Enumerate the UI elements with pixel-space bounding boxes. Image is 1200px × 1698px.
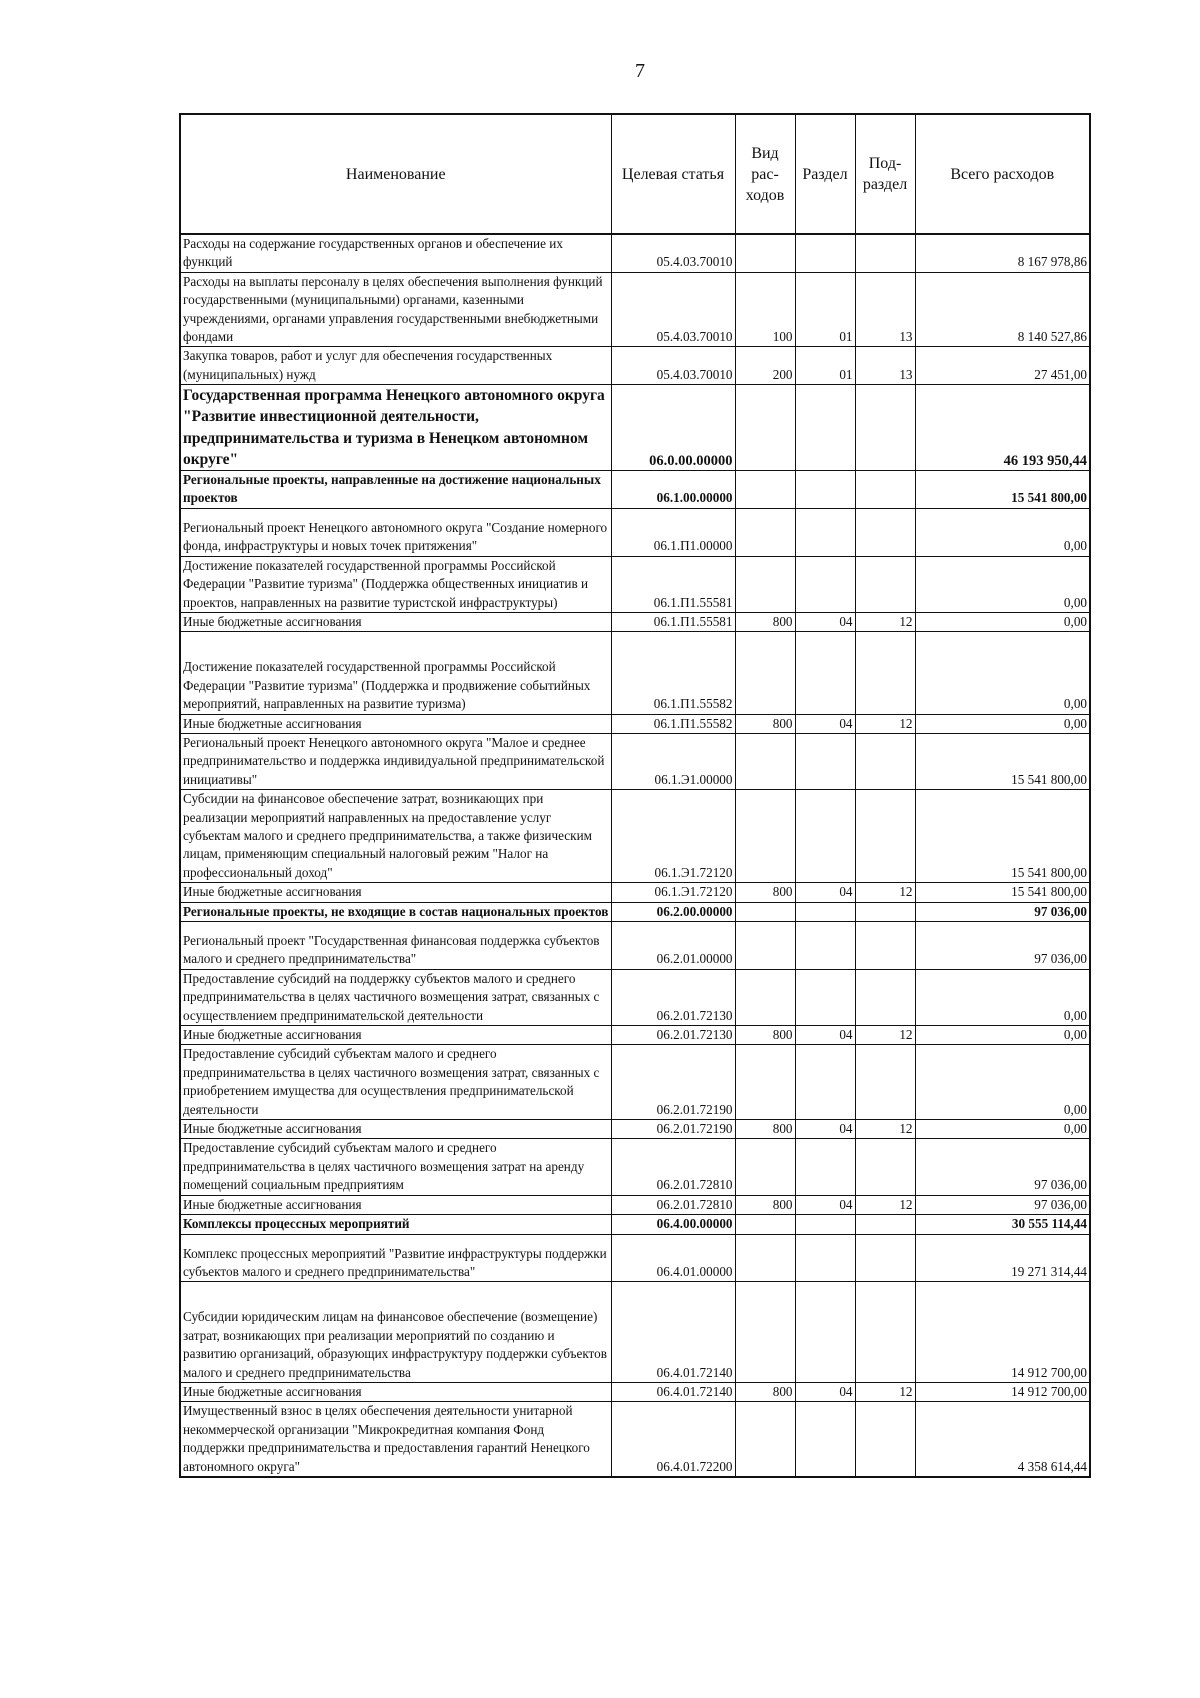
cell-name: Субсидии на финансовое обеспечение затрат, возникающих при реализации мероприятий направленных на предоставление услуг субъектам малого и среднего предпринимательства, а также физическим лицам, применяющим специальный налоговый режим "Налог на профессиональный доход"	[180, 790, 611, 883]
table-row	[180, 790, 1090, 883]
cell-kind: 800	[735, 1195, 795, 1214]
cell-kind	[735, 508, 795, 556]
table-header-row	[180, 114, 1090, 234]
table-row	[180, 1139, 1090, 1195]
cell-target: 06.4.01.72200	[611, 1402, 735, 1477]
cell-kind: 800	[735, 883, 795, 902]
cell-target: 06.1.00.00000	[611, 471, 735, 509]
table-row	[180, 556, 1090, 612]
cell-subsection	[855, 1139, 915, 1195]
cell-section	[795, 234, 855, 272]
page-number: 7	[635, 60, 645, 82]
cell-subsection: 12	[855, 612, 915, 631]
cell-section: 04	[795, 612, 855, 631]
cell-subsection	[855, 733, 915, 789]
cell-name: Иные бюджетные ассигнования	[180, 714, 611, 733]
cell-target: 05.4.03.70010	[611, 347, 735, 385]
cell-section	[795, 1045, 855, 1120]
table-row	[180, 714, 1090, 733]
cell-name: Региональные проекты, направленные на достижение национальных проектов	[180, 471, 611, 509]
cell-target: 05.4.03.70010	[611, 272, 735, 347]
cell-name: Имущественный взнос в целях обеспечения деятельности унитарной некоммерческой организации "Микрокредитная компания Фонд поддержки предпринимательства и предоставления гарантий Ненецкого автономного округа"	[180, 1402, 611, 1477]
cell-name: Достижение показателей государственной программы Российской Федерации "Развитие туризма" (Поддержка и продвижение событийных мероприятий, направленных на развитие туризма)	[180, 632, 611, 714]
table-row	[180, 883, 1090, 902]
cell-section: 01	[795, 272, 855, 347]
header-kind: Вид рас-ходов	[735, 114, 795, 234]
cell-target: 06.4.00.00000	[611, 1215, 735, 1234]
cell-subsection	[855, 1282, 915, 1383]
cell-target: 06.2.01.72190	[611, 1120, 735, 1139]
cell-section	[795, 790, 855, 883]
table-row	[180, 1234, 1090, 1282]
cell-kind: 800	[735, 612, 795, 631]
cell-target: 06.0.00.00000	[611, 385, 735, 471]
cell-total: 14 912 700,00	[915, 1382, 1090, 1401]
cell-section: 04	[795, 1120, 855, 1139]
cell-target: 06.2.01.72130	[611, 1026, 735, 1045]
cell-name: Иные бюджетные ассигнования	[180, 612, 611, 631]
header-total: Всего расходов	[915, 114, 1090, 234]
table-row	[180, 902, 1090, 921]
header-section: Раздел	[795, 114, 855, 234]
cell-section	[795, 556, 855, 612]
cell-total: 8 140 527,86	[915, 272, 1090, 347]
cell-name: Предоставление субсидий на поддержку субъектов малого и среднего предпринимательства в целях частичного возмещения затрат, связанных с осуществлением предпринимательской деятельности	[180, 969, 611, 1025]
table-row	[180, 1195, 1090, 1214]
table-row	[180, 234, 1090, 272]
cell-kind	[735, 1402, 795, 1477]
cell-section	[795, 1139, 855, 1195]
cell-kind: 800	[735, 714, 795, 733]
cell-subsection	[855, 969, 915, 1025]
cell-total: 0,00	[915, 556, 1090, 612]
cell-subsection: 13	[855, 272, 915, 347]
cell-kind	[735, 1215, 795, 1234]
cell-subsection: 12	[855, 714, 915, 733]
cell-subsection: 12	[855, 883, 915, 902]
cell-section	[795, 385, 855, 471]
cell-subsection	[855, 508, 915, 556]
cell-name: Закупка товаров, работ и услуг для обеспечения государственных (муниципальных) нужд	[180, 347, 611, 385]
cell-kind	[735, 1045, 795, 1120]
cell-section: 04	[795, 883, 855, 902]
header-subsection: Под-раздел	[855, 114, 915, 234]
table-row	[180, 1402, 1090, 1477]
table-row	[180, 471, 1090, 509]
cell-kind	[735, 385, 795, 471]
cell-kind: 100	[735, 272, 795, 347]
table-row	[180, 733, 1090, 789]
cell-target: 06.2.01.72810	[611, 1195, 735, 1214]
table-row	[180, 969, 1090, 1025]
cell-section: 01	[795, 347, 855, 385]
table-row	[180, 347, 1090, 385]
cell-target: 06.1.П1.55582	[611, 714, 735, 733]
cell-subsection	[855, 385, 915, 471]
cell-section	[795, 508, 855, 556]
table-row	[180, 385, 1090, 471]
cell-kind	[735, 902, 795, 921]
cell-subsection	[855, 234, 915, 272]
cell-total: 15 541 800,00	[915, 883, 1090, 902]
cell-subsection	[855, 1215, 915, 1234]
cell-total: 97 036,00	[915, 1195, 1090, 1214]
cell-name: Расходы на выплаты персоналу в целях обеспечения выполнения функций государственными (муниципальными) органами, казенными учреждениями, органами управления государственными внебюджетными фондами	[180, 272, 611, 347]
cell-subsection	[855, 1234, 915, 1282]
cell-section	[795, 1402, 855, 1477]
cell-subsection	[855, 632, 915, 714]
cell-name: Региональные проекты, не входящие в состав национальных проектов	[180, 902, 611, 921]
cell-subsection: 12	[855, 1382, 915, 1401]
budget-table	[179, 113, 1091, 1478]
cell-name: Иные бюджетные ассигнования	[180, 1120, 611, 1139]
cell-total: 8 167 978,86	[915, 234, 1090, 272]
table-row	[180, 1215, 1090, 1234]
cell-kind: 200	[735, 347, 795, 385]
table-row	[180, 1045, 1090, 1120]
cell-total: 0,00	[915, 714, 1090, 733]
cell-subsection: 12	[855, 1120, 915, 1139]
cell-total: 0,00	[915, 612, 1090, 631]
cell-total: 30 555 114,44	[915, 1215, 1090, 1234]
cell-subsection: 12	[855, 1026, 915, 1045]
cell-total: 19 271 314,44	[915, 1234, 1090, 1282]
cell-kind	[735, 234, 795, 272]
cell-kind	[735, 790, 795, 883]
cell-target: 06.1.П1.00000	[611, 508, 735, 556]
cell-total: 15 541 800,00	[915, 471, 1090, 509]
cell-total: 15 541 800,00	[915, 790, 1090, 883]
cell-subsection	[855, 790, 915, 883]
cell-subsection	[855, 1045, 915, 1120]
cell-kind	[735, 733, 795, 789]
cell-subsection	[855, 1402, 915, 1477]
cell-total: 0,00	[915, 1120, 1090, 1139]
cell-total: 15 541 800,00	[915, 733, 1090, 789]
cell-section: 04	[795, 1026, 855, 1045]
cell-target: 06.1.П1.55582	[611, 632, 735, 714]
cell-target: 06.1.П1.55581	[611, 612, 735, 631]
cell-section	[795, 1234, 855, 1282]
cell-target: 06.2.00.00000	[611, 902, 735, 921]
cell-kind	[735, 556, 795, 612]
cell-total: 4 358 614,44	[915, 1402, 1090, 1477]
cell-subsection: 13	[855, 347, 915, 385]
cell-target: 06.1.Э1.00000	[611, 733, 735, 789]
cell-section	[795, 471, 855, 509]
cell-kind	[735, 1282, 795, 1383]
cell-name: Предоставление субсидий субъектам малого и среднего предпринимательства в целях частичного возмещения затрат на аренду помещений социальным предприятиям	[180, 1139, 611, 1195]
table-row	[180, 1120, 1090, 1139]
table-row	[180, 1282, 1090, 1383]
table-row	[180, 1382, 1090, 1401]
cell-target: 06.4.01.00000	[611, 1234, 735, 1282]
cell-kind	[735, 1139, 795, 1195]
cell-target: 06.4.01.72140	[611, 1382, 735, 1401]
cell-target: 06.1.Э1.72120	[611, 790, 735, 883]
cell-section	[795, 902, 855, 921]
cell-name: Региональный проект Ненецкого автономного округа "Создание номерного фонда, инфраструктуры и новых точек притяжения"	[180, 508, 611, 556]
cell-name: Расходы на содержание государственных органов и обеспечение их функций	[180, 234, 611, 272]
cell-total: 97 036,00	[915, 922, 1090, 970]
cell-section: 04	[795, 1382, 855, 1401]
cell-total: 97 036,00	[915, 902, 1090, 921]
table-row	[180, 1026, 1090, 1045]
header-target: Целевая статья	[611, 114, 735, 234]
table-row	[180, 272, 1090, 347]
cell-section: 04	[795, 714, 855, 733]
table-row	[180, 508, 1090, 556]
cell-subsection: 12	[855, 1195, 915, 1214]
cell-section	[795, 733, 855, 789]
cell-name: Комплексы процессных мероприятий	[180, 1215, 611, 1234]
cell-section	[795, 1282, 855, 1383]
cell-name: Иные бюджетные ассигнования	[180, 1382, 611, 1401]
table-row	[180, 922, 1090, 970]
table-row	[180, 612, 1090, 631]
cell-section	[795, 632, 855, 714]
cell-name: Региональный проект "Государственная финансовая поддержка субъектов малого и среднего предпринимательства"	[180, 922, 611, 970]
cell-section	[795, 969, 855, 1025]
cell-section: 04	[795, 1195, 855, 1214]
cell-name: Государственная программа Ненецкого автономного округа "Развитие инвестиционной деятельности, предпринимательства и туризма в Ненецком автономном округе"	[180, 385, 611, 471]
cell-total: 0,00	[915, 969, 1090, 1025]
cell-total: 46 193 950,44	[915, 385, 1090, 471]
cell-total: 0,00	[915, 1045, 1090, 1120]
cell-total: 97 036,00	[915, 1139, 1090, 1195]
cell-section	[795, 1215, 855, 1234]
cell-total: 14 912 700,00	[915, 1282, 1090, 1383]
cell-kind: 800	[735, 1026, 795, 1045]
cell-section	[795, 922, 855, 970]
cell-kind	[735, 969, 795, 1025]
cell-kind: 800	[735, 1120, 795, 1139]
cell-name: Предоставление субсидий субъектам малого и среднего предпринимательства в целях частичного возмещения затрат, связанных с приобретением имущества для осуществления предпринимательской деятельности	[180, 1045, 611, 1120]
cell-name: Иные бюджетные ассигнования	[180, 883, 611, 902]
cell-name: Комплекс процессных мероприятий "Развитие инфраструктуры поддержки субъектов малого и среднего предпринимательства"	[180, 1234, 611, 1282]
cell-total: 0,00	[915, 632, 1090, 714]
header-name: Наименование	[180, 114, 611, 234]
cell-subsection	[855, 471, 915, 509]
cell-total: 0,00	[915, 1026, 1090, 1045]
cell-total: 27 451,00	[915, 347, 1090, 385]
cell-name: Иные бюджетные ассигнования	[180, 1195, 611, 1214]
cell-subsection	[855, 922, 915, 970]
cell-name: Субсидии юридическим лицам на финансовое обеспечение (возмещение) затрат, возникающих при реализации мероприятий по созданию и развитию организаций, образующих инфраструктуру поддержки субъектов малого и среднего предпринимательства	[180, 1282, 611, 1383]
cell-name: Достижение показателей государственной программы Российской Федерации "Развитие туризма" (Поддержка общественных инициатив и проектов, направленных на развитие туристской инфраструктуры)	[180, 556, 611, 612]
cell-target: 06.2.01.00000	[611, 922, 735, 970]
cell-subsection	[855, 556, 915, 612]
cell-subsection	[855, 902, 915, 921]
cell-kind: 800	[735, 1382, 795, 1401]
cell-target: 06.1.П1.55581	[611, 556, 735, 612]
cell-name: Региональный проект Ненецкого автономного округа "Малое и среднее предпринимательство и поддержка индивидуальной предпринимательской инициативы"	[180, 733, 611, 789]
cell-kind	[735, 922, 795, 970]
cell-target: 06.4.01.72140	[611, 1282, 735, 1383]
cell-kind	[735, 471, 795, 509]
cell-kind	[735, 1234, 795, 1282]
cell-kind	[735, 632, 795, 714]
cell-target: 06.2.01.72190	[611, 1045, 735, 1120]
cell-target: 06.1.Э1.72120	[611, 883, 735, 902]
cell-total: 0,00	[915, 508, 1090, 556]
cell-target: 06.2.01.72810	[611, 1139, 735, 1195]
cell-target: 06.2.01.72130	[611, 969, 735, 1025]
cell-name: Иные бюджетные ассигнования	[180, 1026, 611, 1045]
table-row	[180, 632, 1090, 714]
cell-target: 05.4.03.70010	[611, 234, 735, 272]
